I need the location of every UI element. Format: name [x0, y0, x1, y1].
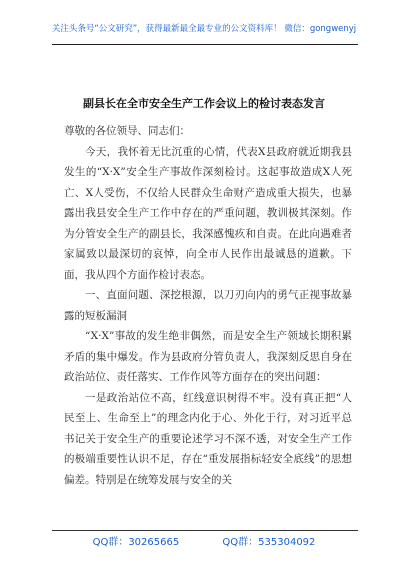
document-body [64, 121, 352, 490]
header-banner: 关注头条号“公文研究”，获得最新最全最专业的公文资料库！ 微信：gongwenyj [51, 24, 357, 34]
paragraph: 一是政治站位不高，红线意识树得不牢。没有真正把“人民至上、生命至上”的理念内化于心、外化于行，对习近平总书记关于安全生产的重要论述学习不深不透，对安全生产工作的极端重要性认识不足，存在“重发展指标轻安全底线”的思想偏差。特别是在统筹发展与安全的关 [64, 391, 352, 486]
salutation: 尊敬的各位领导、同志们： [64, 125, 190, 137]
footer [0, 533, 408, 548]
document-title: 副县长在全市安全生产工作会议上的检讨表态发言 [83, 97, 325, 110]
footer-divider [52, 530, 358, 531]
paragraph: 今天，我怀着无比沉重的心情，代表X县政府就近期我县发生的“X·X”安全生产事故作深刻检讨。这起事故造成X人死亡、X人受伤，不仅给人民群众生命财产造成重大损失，也暴露出我县安全生产工作中存在的严重问题，教训极其深刻。作为分管安全生产的副县长，我深感愧疚和自责。在此向遇难者家属致以最深切的哀悼，向全市人民作出最诚恳的道歉。下面，我从四个方面作检讨表态。 [64, 145, 352, 281]
qq-group-1: QQ群：30265665 [92, 537, 180, 548]
header-divider [52, 44, 358, 45]
paragraph: “X·X”事故的发生绝非偶然，而是安全生产领域长期积累矛盾的集中爆发。作为县政府分管负责人，我深刻反思自身在政治站位、责任落实、工作作风等方面存在的突出问题： [64, 330, 352, 383]
qq-group-2: QQ群：535304092 [222, 537, 316, 548]
section-heading: 一、直面问题、深挖根源，以刀刃向内的勇气正视事故暴露的短板漏洞 [64, 289, 352, 322]
